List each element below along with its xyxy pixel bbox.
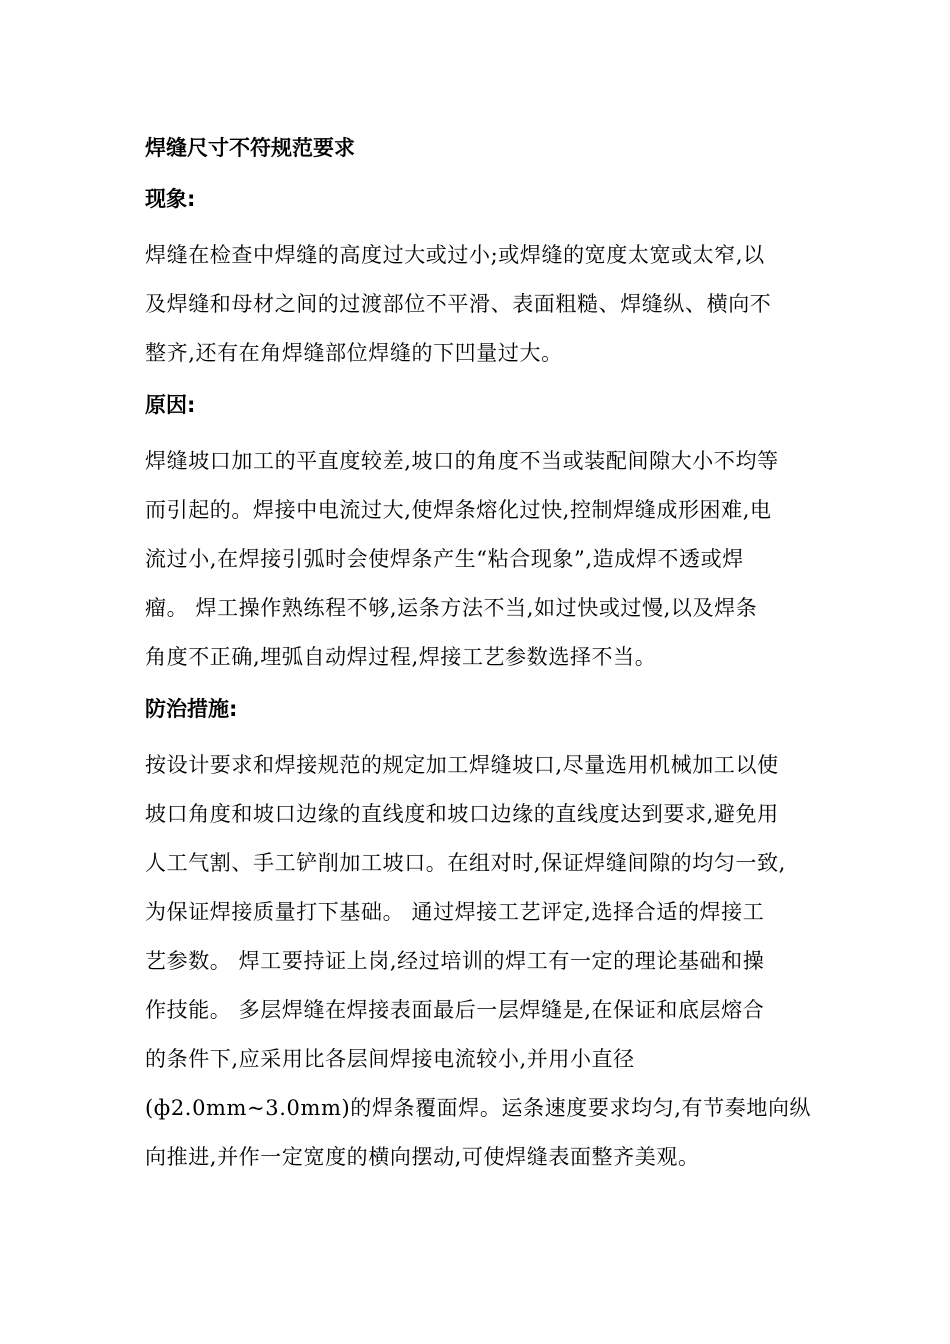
text-line: 焊缝坡口加工的平直度较差,坡口的角度不当或装配间隙大小不均等 (145, 449, 779, 473)
text-line: 按设计要求和焊接规范的规定加工焊缝坡口,尽量选用机械加工以使 (145, 753, 779, 777)
text-line: 向推进,并作一定宽度的横向摆动,可使焊缝表面整齐美观。 (145, 1145, 700, 1169)
text-line: 的条件下,应采用比各层间焊接电流较小,并用小直径 (145, 1047, 635, 1071)
text-line: 瘤。 焊工操作熟练程不够,运条方法不当,如过快或过慢,以及焊条 (145, 596, 758, 620)
document-body (145, 133, 810, 1182)
text-line: 及焊缝和母材之间的过渡部位不平滑、表面粗糙、焊缝纵、横向不 (145, 292, 772, 316)
text-line: 为保证焊接质量打下基础。 通过焊接工艺评定,选择合适的焊接工 (145, 900, 765, 924)
section-heading-prevention: 防治措施: (145, 697, 238, 721)
text-line: 焊缝在检查中焊缝的高度过大或过小;或焊缝的宽度太宽或太窄,以 (145, 243, 765, 267)
text-line: 而引起的。焊接中电流过大,使焊条熔化过快,控制焊缝成形困难,电 (145, 498, 772, 522)
text-line: 角度不正确,埋弧自动焊过程,焊接工艺参数选择不当。 (145, 645, 657, 669)
text-line: 整齐,还有在角焊缝部位焊缝的下凹量过大。 (145, 341, 563, 365)
text-line: (ф2.0mm~3.0mm)的焊条覆面焊。运条速度要求均匀,有节奏地向纵 (145, 1096, 812, 1120)
text-line: 流过小,在焊接引弧时会使焊条产生“粘合现象”,造成焊不透或焊 (145, 547, 744, 571)
section-paragraph-cause (145, 437, 810, 682)
document-title: 焊缝尺寸不符规范要求 (145, 136, 355, 160)
section-paragraph-prevention (145, 741, 810, 1182)
text-line: 人工气割、手工铲削加工坡口。在组对时,保证焊缝间隙的均匀一致, (145, 851, 786, 875)
text-line: 坡口角度和坡口边缘的直线度和坡口边缘的直线度达到要求,避免用 (145, 802, 779, 826)
text-line: 作技能。 多层焊缝在焊接表面最后一层焊缝是,在保证和底层熔合 (145, 998, 765, 1022)
text-line: 艺参数。 焊工要持证上岗,经过培训的焊工有一定的理论基础和操 (145, 949, 765, 973)
section-heading-cause: 原因: (145, 393, 196, 417)
section-paragraph-phenomenon (145, 231, 810, 378)
section-heading-phenomenon: 现象: (145, 187, 196, 211)
